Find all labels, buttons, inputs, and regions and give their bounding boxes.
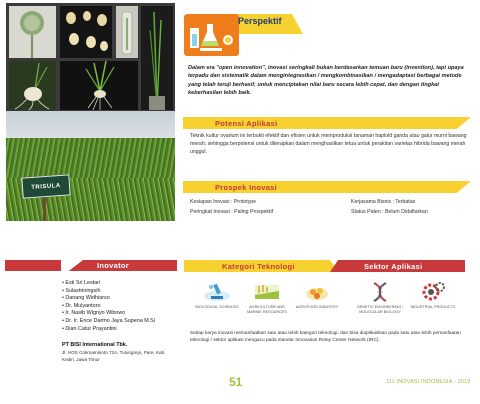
photo-ovary-specimens xyxy=(60,6,112,58)
dna-icon xyxy=(366,281,394,303)
prospek-kerjasama: Kerjasama Bisnis : Terbatas xyxy=(351,199,416,205)
potensi-text: Teknik kultur ovarium ini terbukti efektif dan efisien untuk memproduksi tanaman haploid ganda atau galur murni bawang merah; sehingga berpotensi untuk diterapkan dalam menghasilkan tetua untuk perakitan varietas hibrida bawang merah unggul. xyxy=(190,133,467,155)
photo-tall-seedling xyxy=(141,6,173,110)
photo-plantlet-vial xyxy=(116,6,138,58)
sektor-title: Sektor Aplikasi xyxy=(364,262,423,271)
lab-icon xyxy=(184,14,239,56)
category-biological-sciences: BIOLOGICAL SCIENCES xyxy=(192,281,242,310)
sector-genetic-engineering: GENETIC ENGINEERING / MOLECULAR BIOLOGY xyxy=(355,281,405,315)
prospek-paten: Status Paten : Belum Didaftarkan xyxy=(351,209,428,215)
category-agriculture-marine: AGRICULTURE AND MARINE RESOURCES xyxy=(242,281,292,315)
list-item: • Sulastriningsih xyxy=(62,288,155,296)
inovator-header-bar xyxy=(5,260,177,271)
cover-photo-collage xyxy=(6,3,175,221)
photo-flower-umbel xyxy=(9,6,56,58)
sign-post xyxy=(43,196,46,221)
section-title-perspektif: Perspektif xyxy=(238,16,282,26)
company-name: PT BISI International Tbk. xyxy=(62,342,128,348)
list-item: • Esti Sri Lestari xyxy=(62,280,155,288)
kategori-title: Kategori Teknologi xyxy=(222,262,295,271)
footer-publication-title: 111 INOVASI INDONESIA - 2019 xyxy=(386,379,471,385)
sector-industrial-products: INDUSTRIAL PRODUCTS xyxy=(408,281,458,310)
category-footnote: Setiap karya inovasi memanfaatkan satu atau lebih kategori teknologi, dan bisa diaplikasikan pada satu atau lebih pemanfaatan teknologi / sektor aplikasi mengacu pada standar Innovation Relay Center Network (IRC). xyxy=(190,331,461,344)
photo-bulb-roots xyxy=(9,61,56,110)
gear-icon xyxy=(419,281,447,303)
inovator-title: Inovator xyxy=(97,261,129,270)
crops-icon xyxy=(253,281,281,303)
list-item: • Ir. Nasib Wignyo Wibowo xyxy=(62,310,155,318)
potensi-title: Potensi Aplikasi xyxy=(215,119,278,128)
prospek-title: Prospek Inovasi xyxy=(215,183,278,192)
list-item: • Dr. Mulyantoro xyxy=(62,303,155,311)
intro-paragraph: Dalam era "open innovation", inovasi seringkali bukan berdasarkan temuan baru (invention), tapi upaya terpadu dan sistematik dalam mengintegrasikan / mengkombinasikan / mengadaptasi berbagai metode yang telah teruji berhasil; untuk menciptakan nilai baru secara lebih cepat, dan dengan tingkat keberhasilan lebih baik. xyxy=(188,65,464,96)
variety-sign: TRISULA xyxy=(21,174,70,198)
photo-rooted-plantlets xyxy=(60,61,138,110)
inovator-list xyxy=(62,280,155,333)
food-icon xyxy=(303,281,331,303)
microscope-icon xyxy=(203,281,231,303)
list-item: • Dian Catur Prayantini xyxy=(62,326,155,334)
company-address: Jl. HOS Cokroaminoto 72A, Tulungrejo, Pare, Kab. Kediri, Jawa Timur xyxy=(62,350,166,362)
prospek-peringkat: Peringkat Inovasi : Paling Prospektif xyxy=(190,209,274,215)
list-item: • Dr. Ir. Ence Darmo Jaya Supena M.Si xyxy=(62,318,155,326)
list-item: • Danang Widhiarso xyxy=(62,295,155,303)
category-agrofood-industry: AGROFOOD INDUSTRY xyxy=(292,281,342,310)
page-number: 51 xyxy=(229,375,243,389)
prospek-kesiapan: Kesiapan Inovasi : Prototype xyxy=(190,199,257,205)
